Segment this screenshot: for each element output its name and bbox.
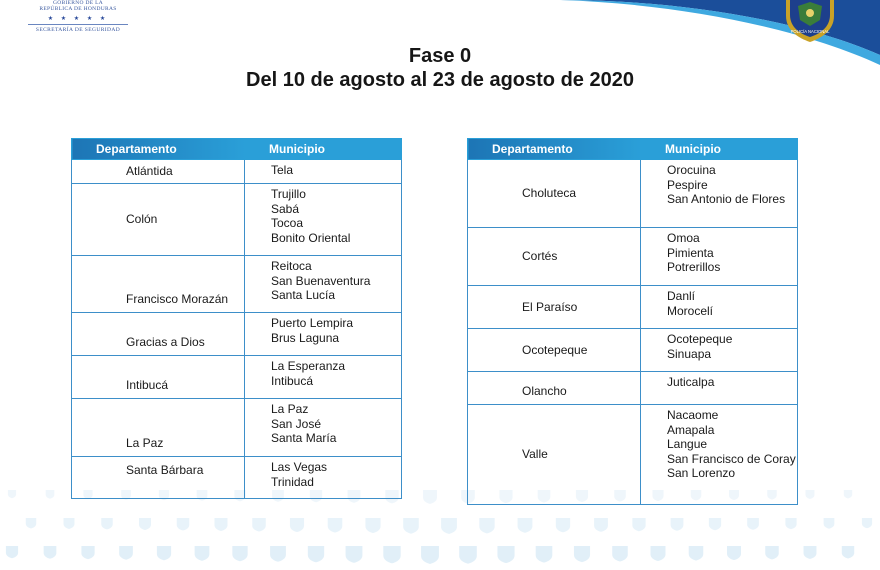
departamento-cell: Valle [468, 405, 641, 505]
municipio-cell [245, 457, 402, 499]
municipio-cell [245, 256, 402, 313]
municipio-name: Juticalpa [667, 375, 715, 389]
shield-icon [403, 518, 419, 534]
logo-divider [28, 24, 128, 25]
shield-icon [232, 546, 247, 561]
municipios-table-left [71, 138, 402, 499]
shield-icon [632, 518, 645, 531]
municipio-cell [641, 160, 798, 228]
municipio-name: Morocelí [667, 303, 714, 318]
shield-icon [536, 546, 553, 563]
shield-icon [421, 546, 439, 564]
shield-icon [177, 518, 189, 530]
table-row [468, 329, 798, 372]
shield-icon [101, 518, 112, 529]
municipio-name: Trinidad [271, 474, 314, 489]
shield-icon [650, 546, 665, 561]
table-row [72, 356, 402, 399]
shield-icon [214, 518, 227, 531]
municipio-name: Puerto Lempira [271, 316, 354, 330]
shield-icon [8, 490, 16, 498]
header-municipio: Municipio [641, 139, 798, 160]
page-title [0, 44, 880, 92]
municipio-name: Santa Lucía [271, 288, 336, 302]
departamento-cell: Francisco Morazán [72, 256, 245, 313]
shield-icon [574, 546, 590, 562]
municipio-cell [245, 356, 402, 399]
table-row [468, 405, 798, 505]
shield-icon [459, 546, 477, 564]
table-row [72, 256, 402, 313]
shield-icon [308, 546, 324, 562]
departamento-cell: Colón [72, 184, 245, 256]
municipio-name: San Buenaventura [271, 273, 371, 288]
table-row [72, 399, 402, 457]
shield-icon [804, 546, 817, 559]
logo-stars: ★ ★ ★ ★ ★ [47, 16, 109, 22]
municipio-name: Reitoca [271, 259, 312, 273]
shield-icon [346, 546, 363, 563]
departamento-cell: Gracias a Dios [72, 313, 245, 356]
phase-title: Fase 0 [408, 45, 472, 67]
municipio-name: Bonito Oriental [271, 230, 351, 245]
municipio-name: La Paz [271, 402, 309, 416]
shield-icon [252, 518, 266, 532]
departamento-cell: Cortés [468, 228, 641, 286]
municipio-name: La Esperanza [271, 359, 346, 373]
shield-icon [727, 546, 741, 560]
municipio-name: Potrerillos [667, 260, 721, 274]
government-logo [22, 0, 134, 42]
table-row [72, 457, 402, 499]
shield-icon [44, 546, 57, 559]
shield-icon [195, 546, 210, 561]
municipio-cell [245, 313, 402, 356]
municipio-name: Sinuapa [667, 346, 712, 361]
header-municipio: Municipio [245, 139, 402, 160]
municipio-name: Santa María [271, 431, 337, 445]
shield-icon [441, 518, 457, 534]
table-row [468, 286, 798, 329]
municipio-name: Intibucá [271, 373, 314, 388]
municipio-name: San José [271, 416, 322, 431]
table-row [72, 184, 402, 256]
departamento-cell: Intibucá [72, 356, 245, 399]
municipio-name: San Lorenzo [667, 466, 736, 480]
table-row [468, 372, 798, 405]
table-row [468, 228, 798, 286]
municipio-name: Pimienta [667, 245, 714, 260]
shield-icon [518, 518, 533, 533]
shield-icon [270, 546, 286, 562]
date-range: Del 10 de agosto al 23 de agosto de 2020 [246, 69, 634, 91]
municipio-cell [641, 329, 798, 372]
shield-icon [806, 490, 815, 499]
municipio-name: Ocotepeque [667, 332, 733, 346]
shield-icon [6, 546, 18, 558]
shield-icon [26, 518, 36, 528]
municipio-name: Trujillo [271, 187, 306, 201]
departamento-cell: Choluteca [468, 160, 641, 228]
table-row [72, 160, 402, 184]
municipio-name: Omoa [667, 231, 700, 245]
municipio-name: Pespire [667, 177, 708, 192]
shield-icon [365, 518, 380, 533]
municipio-cell [641, 228, 798, 286]
municipio-name: San Antonio de Flores [667, 192, 786, 206]
municipio-name: Las Vegas [271, 460, 328, 474]
municipio-cell [245, 160, 402, 184]
logo-secretaria: SECRETARÍA DE SEGURIDAD [35, 27, 121, 33]
municipio-name: Nacaome [667, 408, 719, 422]
municipio-name: Tocoa [271, 216, 304, 230]
shield-icon [594, 518, 608, 532]
municipio-name: Brus Laguna [271, 330, 340, 345]
departamento-cell: La Paz [72, 399, 245, 457]
shield-icon [709, 518, 721, 530]
table-header-row [468, 139, 798, 160]
departamento-cell: Atlántida [72, 160, 245, 184]
shield-icon [64, 518, 75, 529]
municipio-name: Amapala [667, 422, 715, 437]
shield-icon [157, 546, 171, 560]
shield-icon [747, 518, 759, 530]
table-row [72, 313, 402, 356]
shield-icon [383, 546, 400, 563]
municipio-name: Tela [271, 163, 294, 177]
logo-line-2: REPÚBLICA DE HONDURAS [39, 6, 117, 12]
municipio-name: Orocuina [667, 163, 716, 177]
municipio-cell [641, 405, 798, 505]
municipio-name: Sabá [271, 201, 300, 216]
shield-icon [671, 518, 684, 531]
municipio-name: Danlí [667, 289, 696, 303]
shield-icon [842, 546, 854, 558]
departamento-cell: Ocotepeque [468, 329, 641, 372]
shield-icon [119, 546, 133, 560]
shield-icon [497, 546, 514, 563]
police-badge-icon [780, 0, 840, 42]
departamento-cell: Olancho [468, 372, 641, 405]
table-header-row [72, 139, 402, 160]
shield-icon [824, 518, 835, 529]
shield-icon [479, 518, 494, 533]
shield-icon [844, 490, 852, 498]
municipio-name: San Francisco de Coray [667, 451, 796, 466]
shield-icon [139, 518, 151, 530]
badge-text: POLICÍA NACIONAL [790, 29, 830, 34]
shield-icon [689, 546, 704, 561]
departamento-cell: Santa Bárbara [72, 457, 245, 499]
municipio-name: Langue [667, 437, 708, 451]
shield-icon [556, 518, 570, 532]
table-row [468, 160, 798, 228]
header-departamento: Departamento [468, 139, 641, 160]
municipio-cell [245, 399, 402, 457]
municipio-cell [641, 372, 798, 405]
shield-icon [46, 490, 55, 499]
shield-icon [765, 546, 778, 559]
shield-icon [423, 490, 437, 504]
header-departamento: Departamento [72, 139, 245, 160]
shield-icon [612, 546, 628, 562]
municipio-cell [641, 286, 798, 329]
shield-icon [862, 518, 872, 528]
shield-icon [290, 518, 304, 532]
shield-icon [328, 518, 343, 533]
shield-icon [81, 546, 94, 559]
shield-icon [785, 518, 796, 529]
municipio-cell [245, 184, 402, 256]
municipios-table-right [467, 138, 798, 505]
logo-line-1: GOBIERNO DE LA [52, 0, 104, 6]
departamento-cell: El Paraíso [468, 286, 641, 329]
